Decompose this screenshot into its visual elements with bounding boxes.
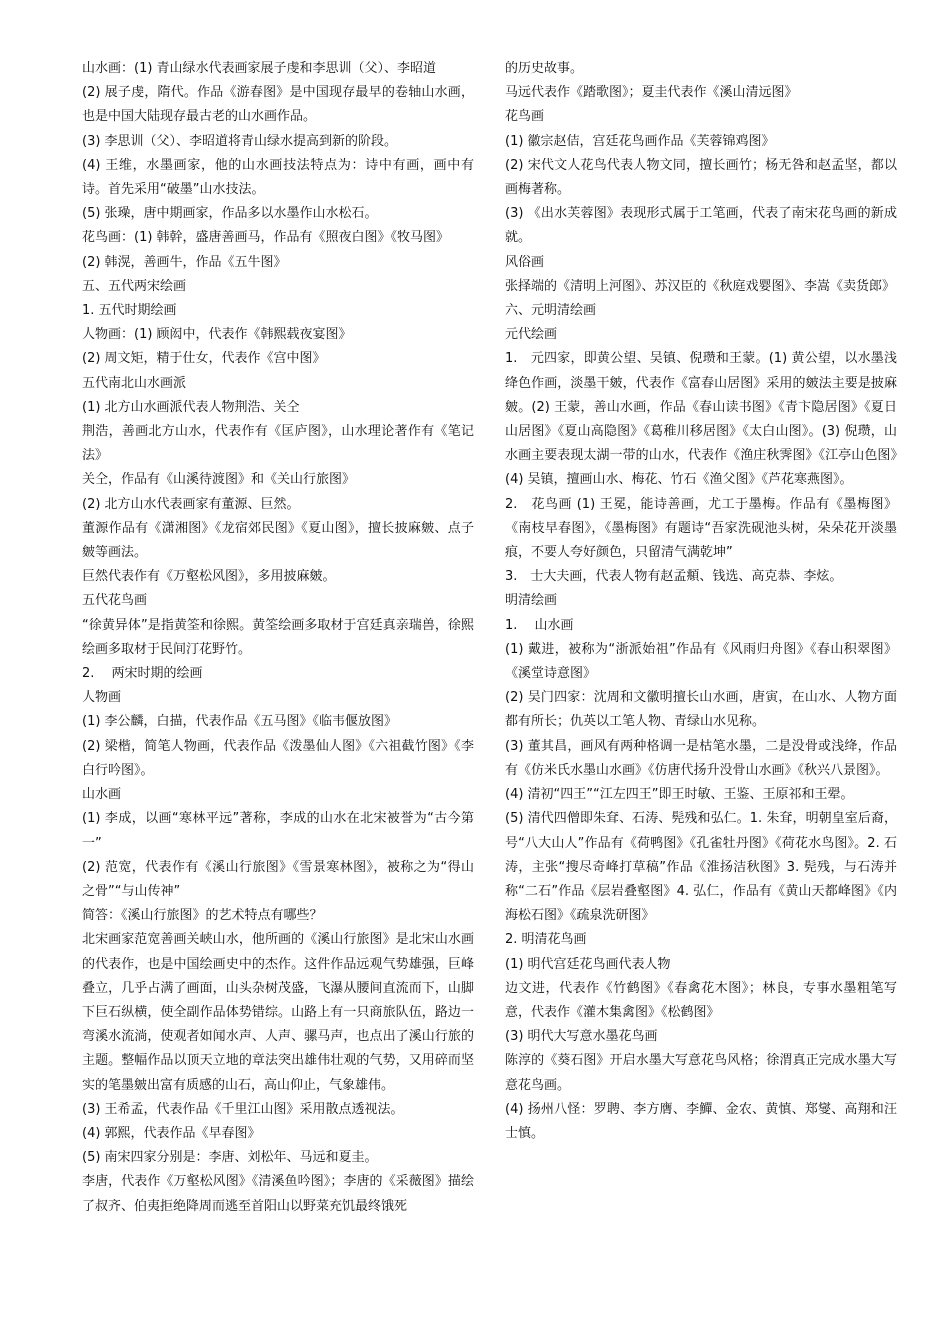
section-heading: 风俗画 [505, 254, 545, 270]
paragraph: (4) 郭熙，代表作品《早春图》 [82, 1125, 261, 1141]
paragraph: (1) 徽宗赵佶，宫廷花鸟画作品《芙蓉锦鸡图》 [505, 133, 775, 149]
section-heading: 人物画 [82, 690, 122, 706]
paragraph: 人物画：(1) 顾闳中，代表作《韩熙载夜宴图》 [82, 327, 352, 343]
paragraph: (1) 李公麟，白描，代表作品《五马图》《临韦偃放图》 [82, 714, 398, 730]
paragraph: (1) 北方山水画派代表人物荆浩、关仝 [82, 399, 300, 415]
section-heading: 山水画 [82, 787, 122, 803]
section-heading: 元代绘画 [505, 327, 558, 343]
paragraph: (2) 北方山水代表画家有董源、巨然。 [82, 496, 300, 512]
paragraph: (3) 李思训（父）、李昭道将青山绿水提高到新的阶段。 [82, 133, 398, 149]
section-heading: 2. 两宋时期的绘画 [82, 666, 203, 682]
paragraph: (5) 清代四僧即朱耷、石涛、髡残和弘仁。1. 朱耷，明朝皇室后裔，号“八大山人”作品有《荷鸭图》《孔雀牡丹图》《荷花水鸟图》。2. 石涛，主张“搜尽奇峰打草稿”作品《淮扬洁秋图》3. 髡残，与石涛并称“二石”作品《层岩叠壑图》4. 弘仁，作品有《黄山天都峰图》《内海松石图》《疏泉洗研图》 [505, 811, 897, 924]
paragraph: 马远代表作《踏歌图》；夏圭代表作《溪山清远图》 [505, 85, 798, 101]
paragraph: 张择端的《清明上河图》、苏汉臣的《秋庭戏婴图》、李嵩《卖货郎》 [505, 278, 896, 294]
paragraph: (3) 王希孟，代表作品《千里江山图》采用散点透视法。 [82, 1101, 404, 1117]
paragraph: 山水画：(1) 青山绿水代表画家展子虔和李思训（父）、李昭道 [82, 61, 437, 76]
paragraph: 荆浩，善画北方山水，代表作有《匡庐图》，山水理论著作有《笔记法》 [82, 424, 474, 464]
right-column [505, 57, 897, 1146]
section-heading: 六、元明清绘画 [505, 303, 597, 319]
paragraph: (5) 南宋四家分别是：李唐、刘松年、马远和夏圭。 [82, 1150, 378, 1166]
paragraph: (3) 董其昌，画风有两种格调一是枯笔水墨，二是没骨或浅绛，作品有《仿米氏水墨山水画》《仿唐代扬升没骨山水画》《秋兴八景图》。 [505, 738, 897, 778]
paragraph: (3) 《出水芙蓉图》表现形式属于工笔画，代表了南宋花鸟画的新成就。 [505, 206, 897, 246]
section-heading: 五代花鸟画 [82, 593, 148, 609]
paragraph: (1) 李成，以画“寒林平远”著称，李成的山水在北宋被誉为“古今第一” [82, 811, 474, 851]
paragraph: (4) 扬州八怪：罗聘、李方膺、李鱓、金农、黄慎、郑燮、高翔和汪士慎。 [505, 1101, 897, 1141]
paragraph: (1) 明代宫廷花鸟画代表人物 [505, 956, 671, 972]
left-column [82, 57, 474, 1219]
paragraph: (3) 明代大写意水墨花鸟画 [505, 1029, 658, 1045]
paragraph: 花鸟画：(1) 韩幹，盛唐善画马，作品有《照夜白图》《牧马图》 [82, 230, 450, 246]
paragraph: 陈淳的《葵石图》开启水墨大写意花鸟风格；徐渭真正完成水墨大写意花鸟画。 [505, 1053, 897, 1093]
section-heading: 1. 山水画 [505, 617, 574, 633]
paragraph: (2) 展子虔，隋代。作品《游春图》是中国现存最早的卷轴山水画，也是中国大陆现存最古老的山水画作品。 [82, 85, 474, 125]
section-heading: 明清绘画 [505, 593, 558, 609]
paragraph: 李唐，代表作《万壑松风图》《清溪鱼吟图》；李唐的《采薇图》描绘了叔齐、伯夷拒绝降周而逃至首阳山以野菜充饥最终饿死 [82, 1174, 474, 1214]
paragraph: (2) 韩滉，善画牛，作品《五牛图》 [82, 254, 287, 270]
paragraph: (4) 王维，水墨画家，他的山水画技法特点为：诗中有画，画中有诗。首先采用“破墨”山水技法。 [82, 157, 474, 198]
paragraph: 2. 花鸟画 (1) 王冕，能诗善画，尤工于墨梅。作品有《墨梅图》《南枝早春图》，《墨梅图》有题诗“吾家洗砚池头树，朵朵花开淡墨痕，不要人夸好颜色，只留清气满乾坤” [505, 496, 897, 561]
section-heading: 2. 明清花鸟画 [505, 932, 587, 948]
section-heading: 五代南北山水画派 [82, 375, 187, 391]
paragraph: (5) 张璪，唐中期画家，作品多以水墨作山水松石。 [82, 206, 378, 222]
paragraph: 巨然代表作有《万壑松风图》，多用披麻皴。 [82, 569, 336, 585]
question: 简答：《溪山行旅图》的艺术特点有哪些？ [82, 908, 323, 924]
paragraph: (1) 戴进，被称为“浙派始祖”作品有《风雨归舟图》《春山积翠图》《溪堂诗意图》 [505, 641, 897, 682]
paragraph: (2) 范宽，代表作有《溪山行旅图》《雪景寒林图》，被称之为“得山之骨”“与山传神” [82, 859, 474, 899]
paragraph: 的历史故事。 [505, 61, 584, 76]
paragraph: (2) 梁楷，简笔人物画，代表作品《泼墨仙人图》《六祖截竹图》《李白行吟图》。 [82, 738, 474, 778]
paragraph: (2) 宋代文人花鸟代表人物文同，擅长画竹；杨无咎和赵孟坚，都以画梅著称。 [505, 157, 897, 198]
section-heading: 花鸟画 [505, 109, 545, 125]
paragraph: 董源作品有《潇湘图》《龙宿郊民图》《夏山图》，擅长披麻皴、点子皴等画法。 [82, 520, 474, 561]
paragraph: 边文进，代表作《竹鹤图》《春禽花木图》；林良，专事水墨粗笔写意，代表作《灌木集禽图》《松鹤图》 [505, 980, 897, 1020]
section-heading: 五、五代两宋绘画 [82, 278, 187, 294]
answer-paragraph: 北宋画家范宽善画关峡山水，他所画的《溪山行旅图》是北宋山水画的代表作，也是中国绘画史中的杰作。这件作品远观气势雄强，巨峰叠立，几乎占满了画面，山头杂树茂盛，飞瀑从腰间直流而下，山脚下巨石纵横，使全副作品体势错综。山路上有一只商旅队伍，路边一弯溪水流淌，使观者如闻水声、人声、骡马声，也点出了溪山行旅的主题。整幅作品以顶天立地的章法突出雄伟壮观的气势，又用碎而坚实的笔墨皴出富有质感的山石，高山仰止，气象雄伟。 [82, 932, 474, 1093]
paragraph: (2) 周文矩，精于仕女，代表作《宫中图》 [82, 351, 326, 367]
section-heading: 1. 五代时期绘画 [82, 303, 177, 319]
paragraph: 3. 士大夫画，代表人物有赵孟頫、钱选、高克恭、李炫。 [505, 569, 843, 585]
paragraph: (4) 清初“四王”“江左四王”即王时敏、王鉴、王原祁和王翚。 [505, 787, 854, 803]
paragraph: (2) 吴门四家：沈周和文徽明擅长山水画，唐寅，在山水、人物方面都有所长；仇英以工笔人物、青绿山水见称。 [505, 690, 897, 730]
paragraph: 关仝，作品有《山溪待渡图》和《关山行旅图》 [82, 472, 356, 488]
paragraph: “徐黄异体”是指黄筌和徐熙。黄筌绘画多取材于宫廷真亲瑞兽，徐熙绘画多取材于民间汀花野竹。 [82, 617, 474, 657]
paragraph: 1. 元四家，即黄公望、吴镇、倪瓒和王蒙。(1) 黄公望，以水墨浅绛色作画，淡墨干皴，代表作《富春山居图》采用的皴法主要是披麻皴。(2) 王蒙，善山水画，作品《春山读书图》《青卞隐居图》《夏日山居图》《夏山高隐图》《葛稚川移居图》《太白山图》。(3) 倪瓒，山水画主要表现太湖一带的山水，代表作《渔庄秋霁图》《江亭山色图》(4) 吴镇，擅画山水、梅花、竹石《渔父图》《芦花寒燕图》。 [505, 351, 897, 488]
